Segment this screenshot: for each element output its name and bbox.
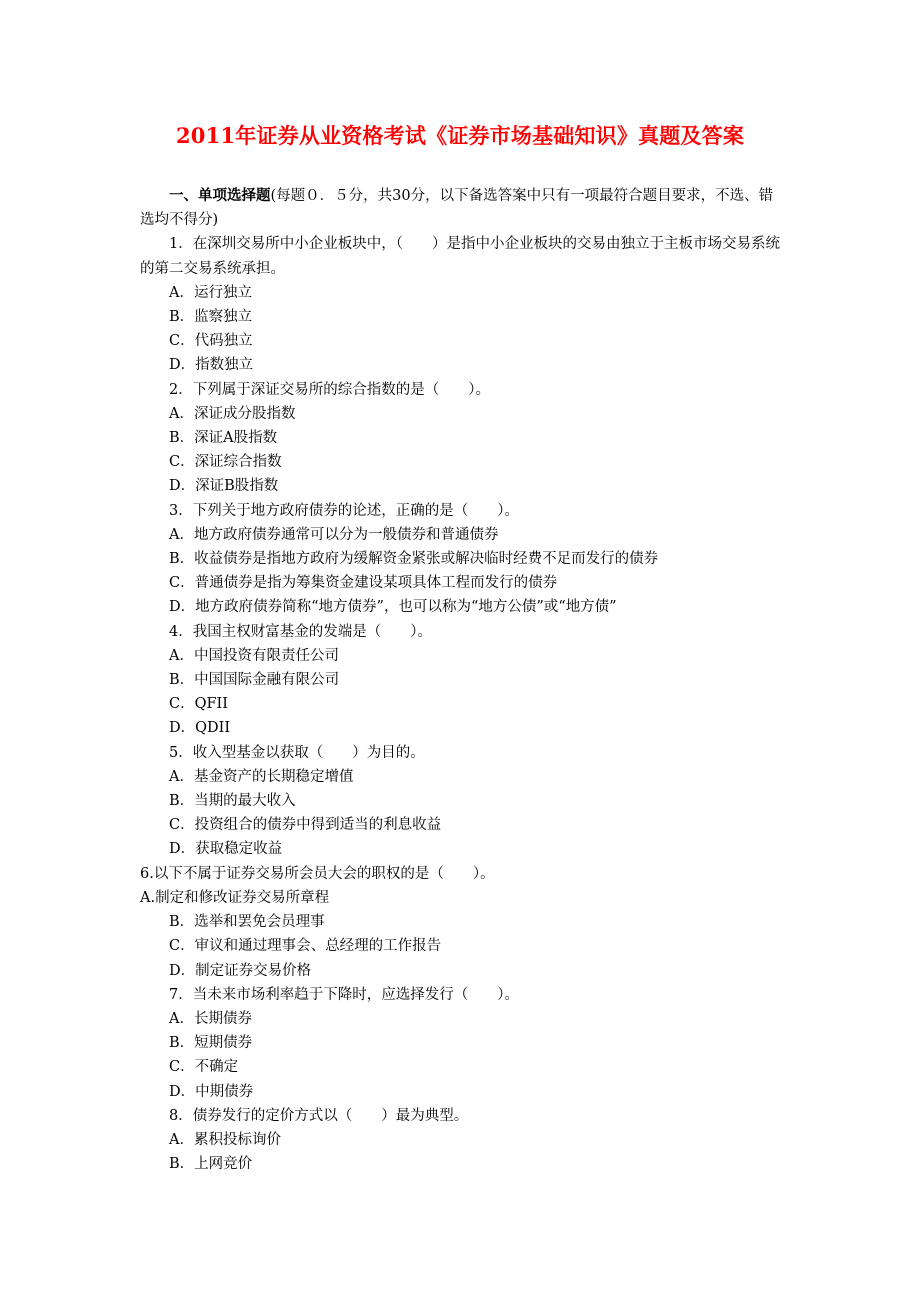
answer-option: D．获取稳定收益 — [169, 841, 283, 858]
answer-option: D．深证B股指数 — [169, 478, 279, 495]
answer-option: D．中期债券 — [169, 1083, 254, 1100]
answer-option: B．当期的最大收入 — [169, 793, 296, 810]
answer-option: B．选举和罢免会员理事 — [169, 914, 325, 931]
answer-option: C．深证综合指数 — [169, 454, 282, 471]
section-heading: 一、单项选择题 — [169, 187, 271, 204]
answer-option: D．地方政府债券简称“地方债券”，也可以称为“地方公债”或“地方债” — [169, 599, 617, 616]
answer-option: B．上网竞价 — [169, 1156, 253, 1173]
answer-option: B．深证A股指数 — [169, 430, 278, 447]
section-intro — [140, 184, 782, 232]
answer-option: C．代码独立 — [169, 333, 253, 350]
question-stem: 3．下列关于地方政府债券的论述，正确的是（ ）。 — [169, 502, 519, 519]
answer-option: A．地方政府债券通常可以分为一般债券和普通债券 — [169, 526, 499, 543]
document-body — [140, 184, 782, 1176]
answer-option: C．QFII — [169, 696, 228, 713]
answer-option: A.制定和修改证券交易所章程 — [140, 889, 330, 906]
answer-option: A．运行独立 — [169, 284, 252, 301]
question-stem: 7．当未来市场利率趋于下降时，应选择发行（ ）。 — [169, 986, 519, 1003]
document-title: 2011年证券从业资格考试《证券市场基础知识》真题及答案 — [175, 123, 745, 148]
answer-option: D．指数独立 — [169, 357, 254, 374]
answer-option: C．投资组合的债券中得到适当的利息收益 — [169, 817, 442, 834]
answer-option: B．收益债券是指地方政府为缓解资金紧张或解决临时经费不足而发行的债券 — [169, 551, 659, 568]
answer-option: D．QDII — [169, 720, 231, 737]
answer-option: B．中国国际金融有限公司 — [169, 672, 340, 689]
answer-option: C．审议和通过理事会、总经理的工作报告 — [169, 938, 442, 955]
question-stem: 6.以下不属于证券交易所会员大会的职权的是（ ）。 — [140, 865, 495, 882]
answer-option: C．不确定 — [169, 1059, 239, 1076]
question-stem: 2．下列属于深证交易所的综合指数的是（ ）。 — [169, 381, 490, 398]
answer-option: B．监察独立 — [169, 309, 253, 326]
answer-option: C．普通债券是指为筹集资金建设某项具体工程而发行的债券 — [169, 575, 558, 592]
answer-option: A．基金资产的长期稳定增值 — [169, 768, 354, 785]
question-stem: 8．债券发行的定价方式以（ ）最为典型。 — [169, 1107, 469, 1124]
answer-option: A．深证成分股指数 — [169, 405, 296, 422]
answer-option: B．短期债券 — [169, 1035, 253, 1052]
answer-option: A．中国投资有限责任公司 — [169, 647, 339, 664]
answer-option: D．制定证券交易价格 — [169, 962, 312, 979]
question-stem: 5．收入型基金以获取（ ）为目的。 — [169, 744, 425, 761]
question-stem: 4．我国主权财富基金的发端是（ ）。 — [169, 623, 432, 640]
answer-option: A．长期债券 — [169, 1010, 252, 1027]
section-instructions: (每题０．５分，共30分，以下备选答案中只有一项最符合题目要求，不选、错选均不得分) — [140, 188, 774, 229]
answer-option: A．累积投标询价 — [169, 1131, 281, 1148]
question-stem: 1．在深圳交易所中小企业板块中，（ ）是指中小企业板块的交易由独立于主板市场交易系统的第二交易系统承担。 — [140, 236, 780, 277]
